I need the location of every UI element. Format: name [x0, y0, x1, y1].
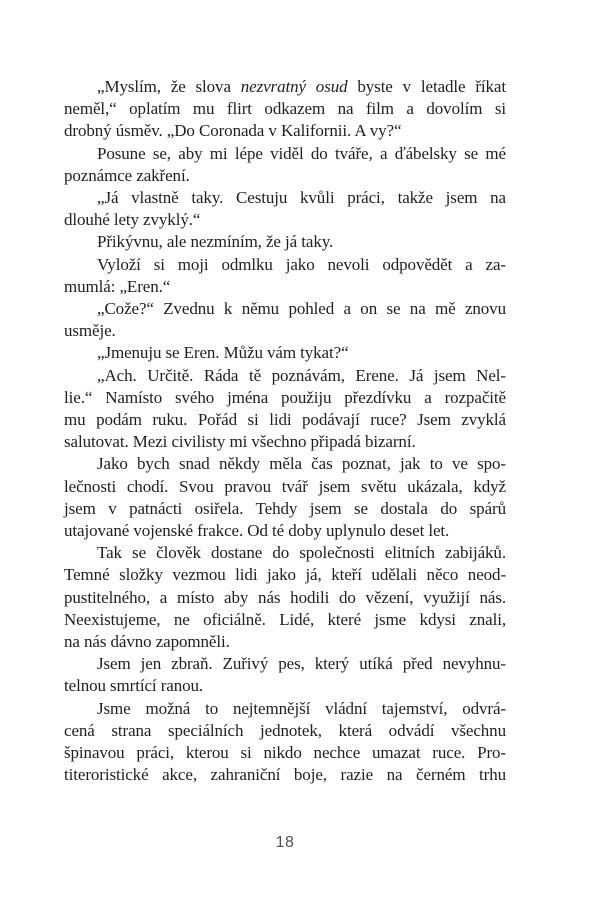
text-line: „Ach. Určitě. Ráda tě poznávám, Erene. Já jsem Nel- — [97, 365, 506, 385]
paragraph — [64, 76, 506, 143]
text-line: špinavou práci, kterou si nikdo nechce umazat ruce. Pro- — [64, 743, 506, 763]
text-line — [64, 76, 506, 98]
paragraph — [64, 298, 506, 342]
text-line: „Cože?“ Zvednu k němu pohled a on se na mě znovu — [97, 299, 506, 319]
page-number: 18 — [275, 834, 295, 851]
text-line: mu podám ruku. Pořád si lidi podávají ruce? Jsem zvyklá — [64, 410, 506, 430]
text-line: na nás dávno zapomněli. — [64, 632, 230, 652]
text-line: dlouhé lety zvyklý.“ — [64, 210, 201, 230]
paragraph — [64, 365, 506, 454]
text-line: salutovat. Mezi civilisty mi všechno připadá bizarní. — [64, 432, 416, 452]
paragraph — [64, 254, 506, 298]
text-line: „Já vlastně taky. Cestuju kvůli práci, takže jsem na — [97, 188, 506, 208]
text-line: Vyloží si moji odmlku jako nevoli odpovědět a za- — [97, 254, 506, 274]
text-line: jsem v patnácti osiřela. Tehdy jsem se dostala do spárů — [64, 498, 506, 518]
paragraph — [64, 231, 506, 253]
text-line: Jsem jen zbraň. Zuřivý pes, který utíká před nevyhnu- — [97, 654, 506, 674]
paragraph — [64, 342, 506, 364]
italic-text: nezvratný osud — [240, 77, 348, 96]
text-line: neměl,“ oplatím mu flirt odkazem na film a dovolím si — [64, 99, 506, 119]
text-segment: „Myslím, že slova — [97, 77, 241, 96]
text-line: pustitelného, a místo aby nás hodili do vězení, využijí nás. — [64, 587, 506, 607]
text-line: lie.“ Namísto svého jména použiju přezdívku a rozpačitě — [64, 387, 506, 407]
text-line: usměje. — [64, 321, 116, 341]
text-line: Přikývnu, ale nezmíním, že já taky. — [97, 232, 334, 252]
text-line: titeroristické akce, zahraniční boje, razie na černém trhu — [64, 765, 506, 785]
text-line: utajované vojenské frakce. Od té doby uplynulo deset let. — [64, 521, 450, 541]
paragraph — [64, 653, 506, 697]
text-line: Posune se, aby mi lépe viděl do tváře, a ďábelsky se mé — [97, 143, 506, 163]
text-line: lečnosti chodí. Svou pravou tvář jsem světu ukázala, když — [64, 476, 506, 496]
text-line: Neexistujeme, ne oficiálně. Lidé, které jsme kdysi znali, — [64, 609, 506, 629]
text-line: Jsme možná to nejtemnější vládní tajemství, odvrá- — [97, 698, 506, 718]
text-line: Tak se člověk dostane do společnosti elitních zabijáků. — [97, 543, 506, 563]
text-line: „Jmenuju se Eren. Můžu vám tykat?“ — [97, 343, 349, 363]
text-line: poznámce zakření. — [64, 165, 190, 185]
text-line: drobný úsměv. „Do Coronada v Kalifornii. A vy?“ — [64, 121, 402, 141]
text-line: cená strana speciálních jednotek, která odvádí všechnu — [64, 720, 506, 740]
paragraph — [64, 698, 506, 787]
text-line: telnou smrtící ranou. — [64, 676, 204, 696]
text-line: Temné složky vezmou lidi jako já, kteří udělali něco neod- — [64, 565, 506, 585]
paragraph — [64, 542, 506, 653]
paragraph — [64, 453, 506, 542]
paragraph — [64, 143, 506, 187]
text-segment: byste v letadle říkat — [347, 77, 506, 96]
text-line: Jako bych snad někdy měla čas poznat, jak to ve spo- — [97, 454, 506, 474]
text-line: mumlá: „Eren.“ — [64, 276, 171, 296]
paragraph — [64, 187, 506, 231]
page-text — [64, 76, 506, 787]
